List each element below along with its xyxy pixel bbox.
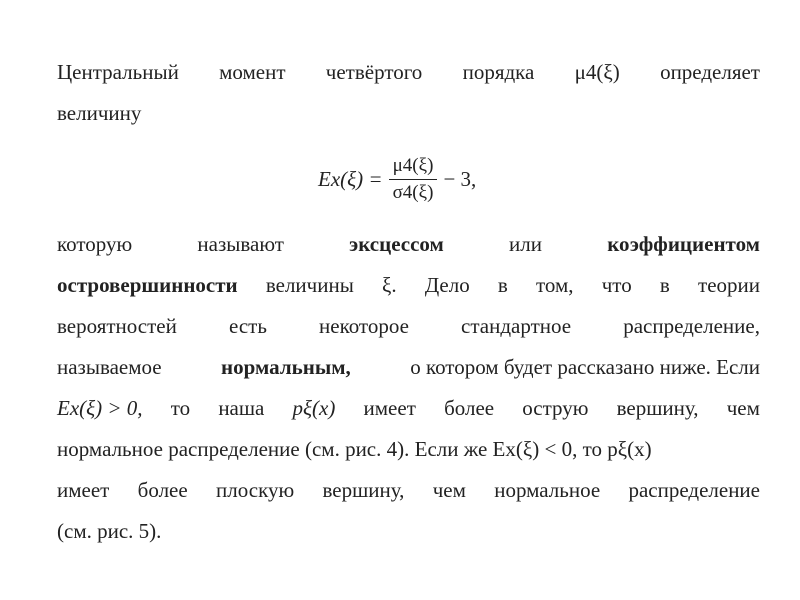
math-ex-positive: Ex(ξ) > 0,: [57, 396, 143, 420]
word: то: [170, 396, 191, 420]
word: или: [509, 232, 543, 256]
word: величины: [265, 273, 354, 297]
word: чем: [726, 396, 760, 420]
text-line: [57, 470, 760, 511]
word: острую: [522, 396, 589, 420]
word: Центральный: [57, 60, 179, 84]
word: есть: [228, 314, 267, 338]
word: определяет: [660, 60, 760, 84]
word: чем: [432, 478, 466, 502]
word: Дело: [424, 273, 470, 297]
word: вероятностей: [57, 314, 177, 338]
word: что: [601, 273, 632, 297]
word: порядка: [462, 60, 535, 84]
word: момент: [219, 60, 286, 84]
word: распределение,: [623, 314, 760, 338]
word: наша: [218, 396, 265, 420]
word: в: [497, 273, 508, 297]
word: более: [444, 396, 495, 420]
word: распределение: [628, 478, 760, 502]
formula-denominator: σ4(ξ): [392, 181, 434, 203]
word: ξ.: [382, 273, 397, 297]
word: называют: [197, 232, 284, 256]
text-segment: (см. рис. 5).: [57, 519, 162, 543]
formula-lhs: Ex(ξ) =: [318, 166, 383, 191]
word: называемое: [57, 355, 162, 379]
word: вершину,: [322, 478, 405, 502]
text-line: [57, 306, 760, 347]
text-line: [57, 93, 760, 134]
word: имеет: [363, 396, 416, 420]
text-line: [57, 347, 760, 388]
term-peakedness: островершинности: [57, 273, 238, 297]
formula-fraction: [389, 153, 438, 206]
term-excess: эксцессом: [349, 232, 444, 256]
word: том,: [536, 273, 574, 297]
text-segment: о котором будет рассказано ниже. Если: [410, 355, 760, 379]
term-coefficient: коэффициентом: [607, 232, 760, 256]
text-line: [57, 224, 760, 265]
math-density: pξ(x): [292, 396, 336, 420]
formula-numerator: μ4(ξ): [392, 154, 434, 176]
word: четвёртого: [325, 60, 423, 84]
text-line: [57, 388, 760, 429]
word: нормальное: [494, 478, 601, 502]
word: в: [659, 273, 670, 297]
math-mu4: μ4(ξ): [574, 60, 620, 84]
word: вершину,: [616, 396, 699, 420]
word: некоторое: [319, 314, 409, 338]
text-line: [57, 429, 760, 470]
text-line: [57, 511, 760, 552]
excess-formula: [318, 146, 476, 212]
word: имеет: [57, 478, 110, 502]
text-line: [57, 52, 760, 93]
word: которую: [57, 232, 133, 256]
word: стандартное: [461, 314, 572, 338]
term-normal: нормальным,: [221, 355, 351, 379]
word: теории: [698, 273, 760, 297]
word: более: [137, 478, 188, 502]
formula-rhs: − 3,: [443, 166, 477, 191]
word: величину: [57, 101, 142, 125]
word: плоскую: [216, 478, 295, 502]
text-line: [57, 265, 760, 306]
text-segment: нормальное распределение (см. рис. 4). Если же Ex(ξ) < 0, то pξ(x): [57, 437, 652, 461]
document-body: [57, 52, 760, 552]
